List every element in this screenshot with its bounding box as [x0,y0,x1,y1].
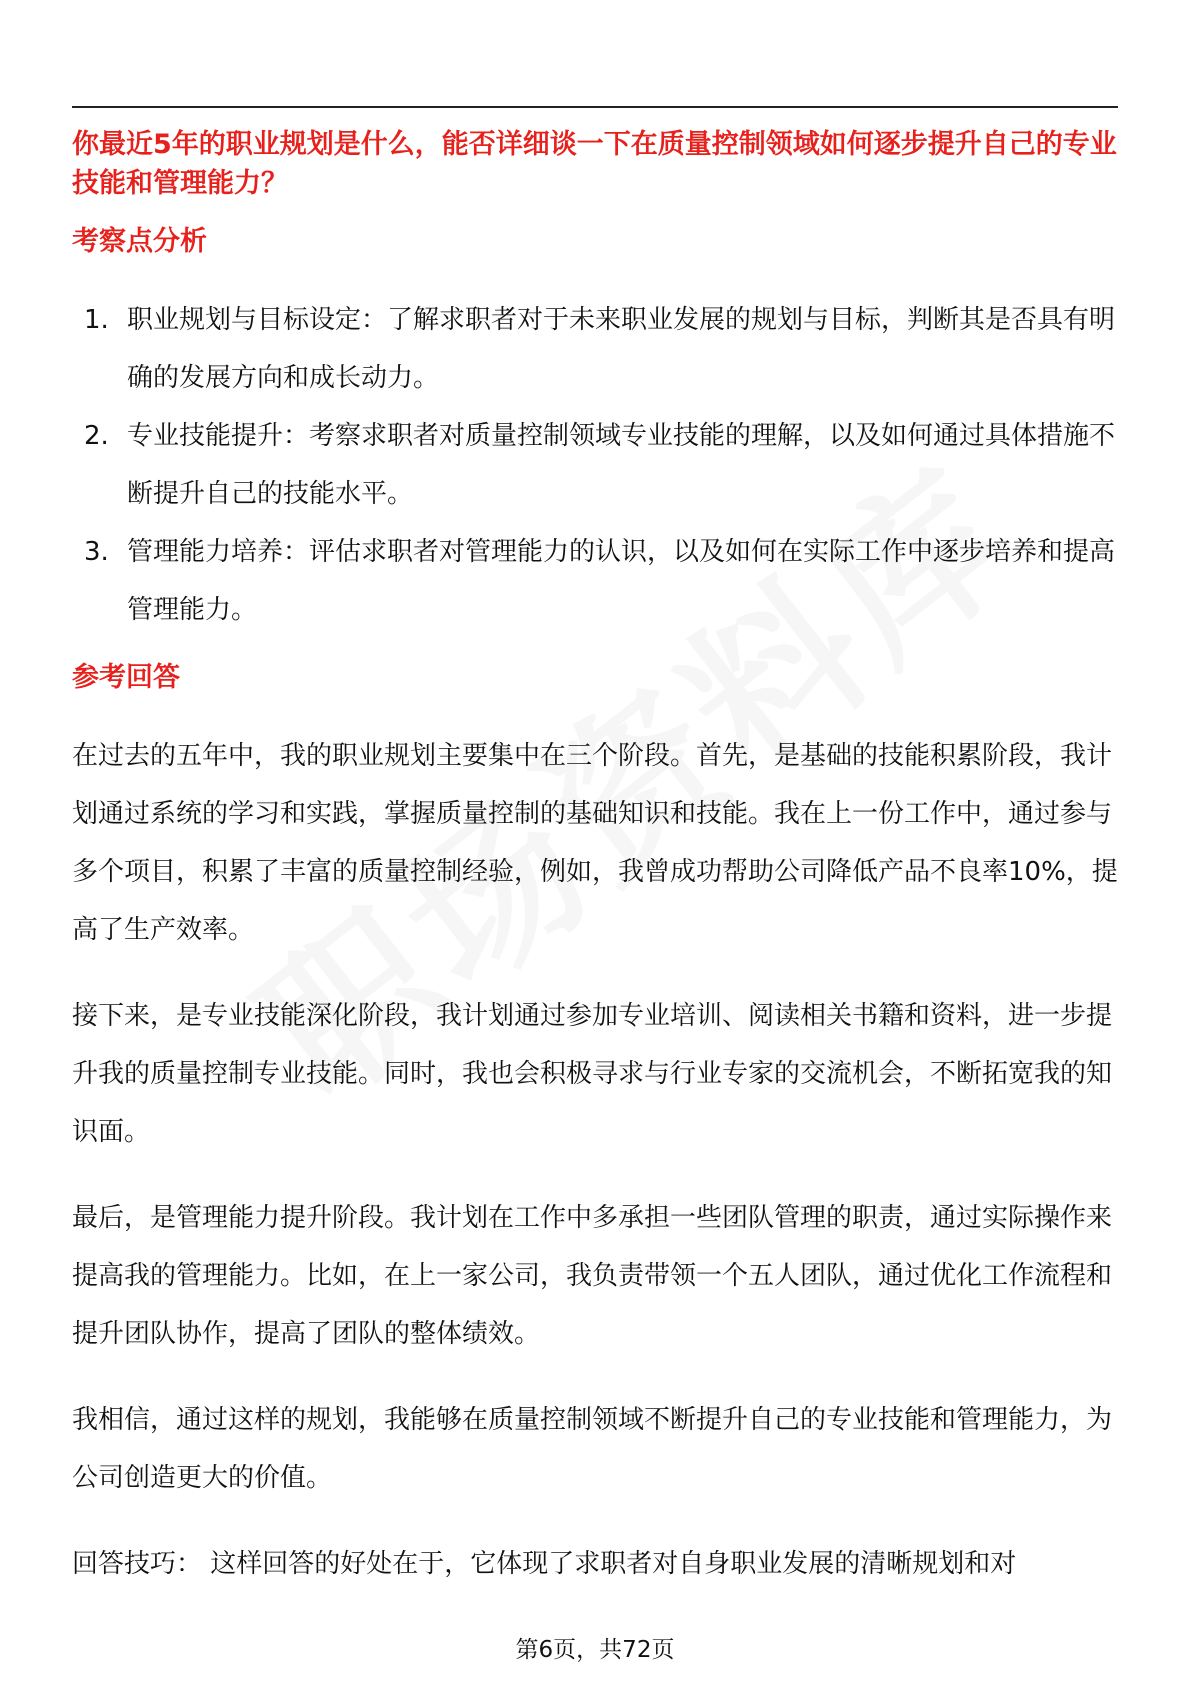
analysis-heading: 考察点分析 [72,226,207,257]
question-title: 你最近5年的职业规划是什么，能否详细谈一下在质量控制领域如何逐步提升自己的专业技能和管理能力？ [72,129,1117,199]
point-text: 专业技能提升：考察求职者对质量控制领域专业技能的理解，以及如何通过具体措施不断提升自己的技能水平。 [127,421,1116,509]
analysis-point [72,407,1118,523]
point-text: 管理能力培养：评估求职者对管理能力的认识，以及如何在实际工作中逐步培养和提高管理能力。 [127,537,1116,625]
answer-heading: 参考回答 [72,662,180,693]
point-number: 1. [84,305,109,335]
page-footer: 第6页，共72页 [515,1637,675,1663]
answer-paragraph: 接下来，是专业技能深化阶段，我计划通过参加专业培训、阅读相关书籍和资料，进一步提升我的质量控制专业技能。同时，我也会积极寻求与行业专家的交流机会，不断拓宽我的知识面。 [72,1001,1113,1147]
analysis-point [72,523,1118,639]
point-text: 职业规划与目标设定：了解求职者对于未来职业发展的规划与目标，判断其是否具有明确的发展方向和成长动力。 [127,305,1116,393]
point-number: 2. [84,421,109,451]
answer-paragraph: 最后，是管理能力提升阶段。我计划在工作中多承担一些团队管理的职责，通过实际操作来提高我的管理能力。比如，在上一家公司，我负责带领一个五人团队，通过优化工作流程和提升团队协作，提高了团队的整体绩效。 [72,1203,1113,1349]
answer-paragraph: 在过去的五年中，我的职业规划主要集中在三个阶段。首先，是基础的技能积累阶段，我计划通过系统的学习和实践，掌握质量控制的基础知识和技能。我在上一份工作中，通过参与多个项目，积累了丰富的质量控制经验，例如，我曾成功帮助公司降低产品不良率10%，提高了生产效率。 [72,741,1118,945]
analysis-point [72,291,1118,407]
top-rule [72,106,1118,108]
analysis-points [72,291,1118,639]
answer-paragraph: 我相信，通过这样的规划，我能够在质量控制领域不断提升自己的专业技能和管理能力，为公司创造更大的价值。 [72,1405,1113,1493]
point-number: 3. [84,537,109,567]
answer-tip: 回答技巧： 这样回答的好处在于，它体现了求职者对自身职业发展的清晰规划和对 [72,1549,1017,1579]
